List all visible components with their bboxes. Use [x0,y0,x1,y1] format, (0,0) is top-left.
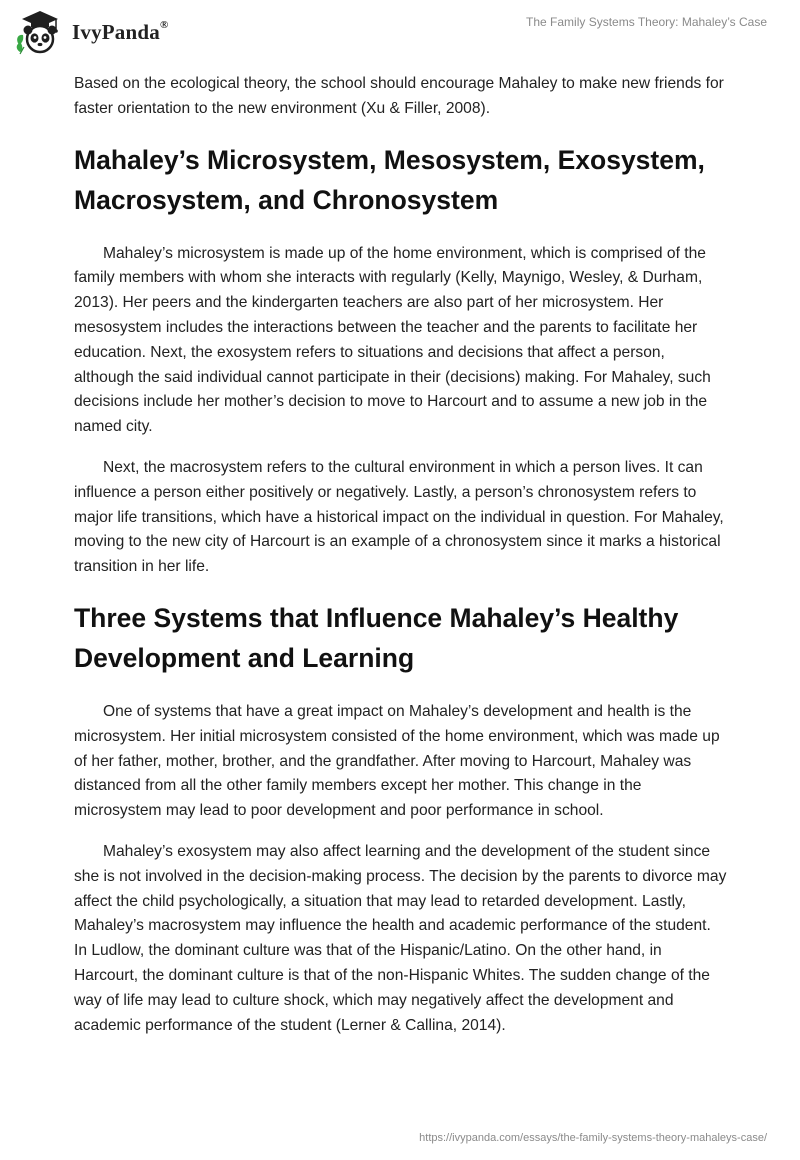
registered-mark: ® [159,18,169,31]
essay-content [74,72,728,1054]
page-header [0,0,800,64]
section-heading-systems: Mahaley’s Microsystem, Mesosystem, Exosystem, Macrosystem, and Chronosystem [74,144,705,215]
intro-paragraph: Based on the ecological theory, the school should encourage Mahaley to make new friends for faster orientation to the new environment (Xu & Filler, 2008). [74,75,724,117]
panda-graduate-icon [14,8,66,56]
ivypanda-logo[interactable] [14,8,168,56]
document-title: The Family Systems Theory: Mahaley’s Case [526,15,767,29]
paragraph: Next, the macrosystem refers to the cultural environment in which a person lives. It can influence a person either positively or negatively. Lastly, a person’s chronosystem refers to major life transitions, which have a historical impact on the individual in question. For Mahaley, moving to the new city of Harcourt is an example of a chronosystem since it marks a historical transition in her life. [74,458,724,576]
paragraph: One of systems that have a great impact on Mahaley’s development and health is the microsystem. Her initial microsystem consisted of the home environment, which was made up of her father, mother, brother, and the grandfather. After moving to Harcourt, Mahaley was distanced from all the other family members except her mother. This change in the microsystem may lead to poor development and poor performance in school. [74,702,720,820]
brand-name: IvyPanda® [72,18,169,44]
section-heading-influences: Three Systems that Influence Mahaley’s Healthy Development and Learning [74,602,679,673]
paragraph: Mahaley’s microsystem is made up of the home environment, which is comprised of the family members with whom she interacts with regularly (Kelly, Maynigo, Wesley, & Durham, 2013). Her peers and the kindergarten teachers are also part of her microsystem. Her mesosystem includes the interactions between the teacher and the parents to facilitate her education. Next, the exosystem refers to situations and decisions that affect a person, although the said individual cannot participate in their (decisions) making. For Mahaley, such decisions include her mother’s decision to move to Harcourt and to assume a new job in the named city. [74,244,711,436]
paragraph: Mahaley’s exosystem may also affect learning and the development of the student since she is not involved in the decision-making process. The decision by the parents to divorce may affect the child psychologically, a situation that may lead to retarded development. Lastly, Mahaley’s macrosystem may influence the health and academic performance of the student. In Ludlow, the dominant culture was that of the Hispanic/Latino. On the other hand, in Harcourt, the dominant culture is that of the non-Hispanic Whites. The sudden change of the way of life may lead to culture shock, which may negatively affect the development and academic performance of the student (Lerner & Callina, 2014). [74,842,727,1034]
source-url[interactable]: https://ivypanda.com/essays/the-family-systems-theory-mahaleys-case/ [419,1132,767,1144]
